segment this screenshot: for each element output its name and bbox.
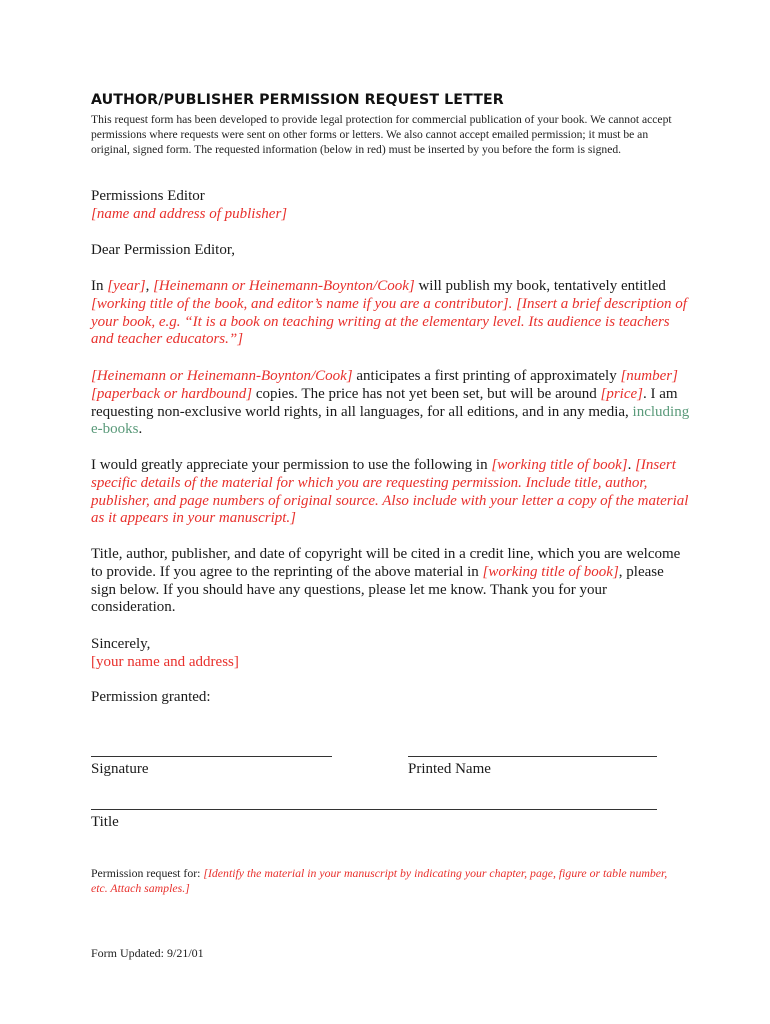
printed-name-line[interactable] — [408, 756, 657, 757]
addressee-placeholder: [name and address of publisher] — [91, 205, 288, 222]
paragraph-credit — [91, 546, 691, 617]
book-title-placeholder: [working title of the book, and editor’s name if you are a contributor]. [Insert a brief description of your book, e.g. “It is a book on teaching writing at the elementary level. Its audience is teachers and teacher educators.”] — [91, 295, 687, 348]
paragraph-printing — [91, 368, 691, 439]
working-title-placeholder: [working title of book] — [491, 457, 628, 473]
publisher-placeholder: [Heinemann or Heinemann-Boynton/Cook] — [91, 368, 353, 384]
form-updated-footer: Form Updated: 9/21/01 — [91, 946, 204, 960]
permission-granted-label: Permission granted: — [91, 689, 211, 705]
ebooks-note: including e-books — [91, 403, 690, 438]
printed-name-label: Printed Name — [408, 761, 491, 777]
closing-block — [91, 636, 691, 672]
addressee-block — [91, 188, 691, 224]
text: Title, author, publisher, and date of copyright will be cited in a credit line, which you are welcome to provide. If you agree to the reprinting of the above material in — [91, 546, 681, 580]
title-line[interactable] — [91, 809, 657, 810]
text: , — [145, 278, 154, 294]
intro-paragraph: This request form has been developed to provide legal protection for commercial publication of your book. We cannot accept permissions where requests were sent on other forms or letters. We also cannot accept emailed permission; it must be an original, signed form. The requested information (below in red) must be inserted by you before the form is signed. — [91, 113, 672, 157]
text: will publish my book, tentatively entitled — [414, 278, 666, 294]
text: In — [91, 278, 108, 294]
request-for-label: Permission request for: — [91, 866, 204, 880]
paragraph-publication — [91, 278, 691, 349]
text: copies. The price has not yet been set, but will be around — [252, 385, 601, 402]
text: . I am requesting non-exclusive world rights, in all languages, for all editions, and in any media, — [91, 385, 678, 420]
material-details-placeholder: [Insert specific details of the material for which you are requesting permission. Include title, author, publisher, and page numbers of original source. Also include with your letter a copy of the material as it appears in your manuscript.] — [91, 457, 689, 527]
year-placeholder: [year] — [107, 278, 146, 294]
working-title-placeholder: [working title of book] — [482, 563, 619, 580]
title-label: Title — [91, 814, 119, 830]
salutation: Dear Permission Editor, — [91, 242, 235, 258]
publisher-placeholder: [Heinemann or Heinemann-Boynton/Cook] — [153, 278, 415, 294]
text: , please sign below. If you should have any questions, please let me know. Thank you for your consideration. — [91, 563, 664, 616]
permission-request-for — [91, 866, 681, 897]
addressee-line: Permissions Editor — [91, 188, 205, 204]
text: . — [627, 457, 636, 473]
text: anticipates a first printing of approximately — [352, 368, 621, 384]
document-title: AUTHOR/PUBLISHER PERMISSION REQUEST LETTER — [91, 92, 504, 108]
request-for-placeholder: [Identify the material in your manuscript by indicating your chapter, page, figure or table number, etc. Attach samples.] — [91, 866, 668, 896]
paragraph-material — [91, 457, 691, 528]
number-format-placeholder: [number] [paperback or hardbound] — [91, 368, 678, 402]
text: . — [138, 421, 143, 438]
signature-label: Signature — [91, 761, 149, 777]
signature-line[interactable] — [91, 756, 332, 757]
price-placeholder: [price] — [600, 385, 643, 402]
your-name-placeholder: [your name and address] — [91, 653, 239, 670]
closing-sincerely: Sincerely, — [91, 636, 151, 652]
text: I would greatly appreciate your permission to use the following in — [91, 457, 492, 473]
